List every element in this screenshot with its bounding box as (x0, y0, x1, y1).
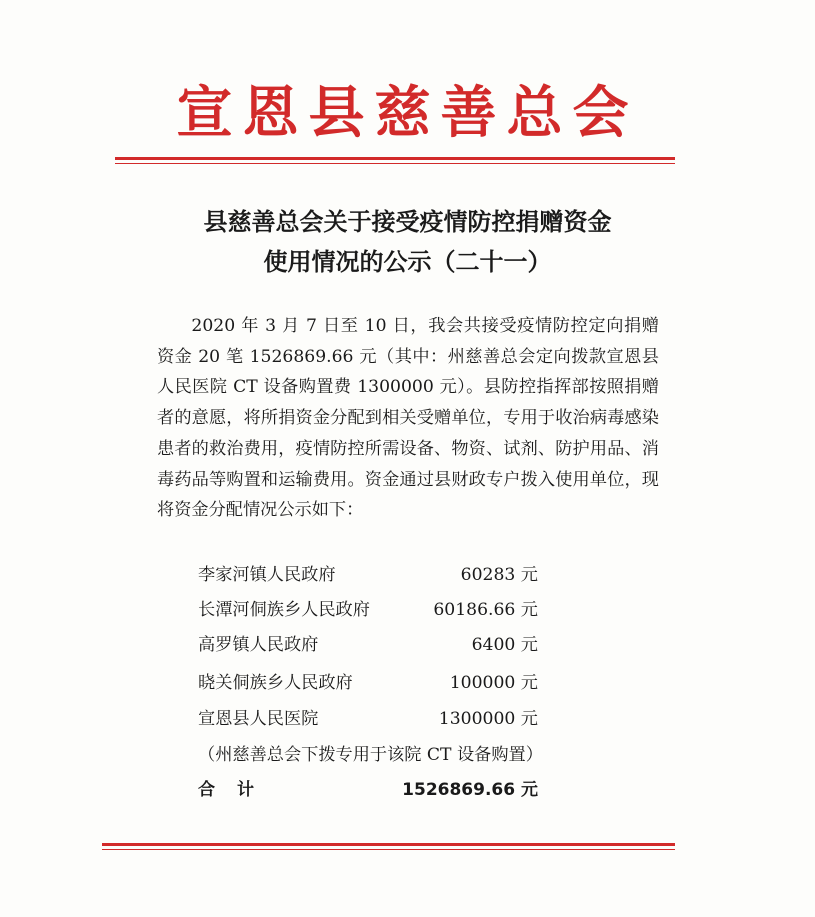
allocation-row (198, 560, 538, 590)
total-row (198, 775, 538, 805)
allocation-name: 晓关侗族乡人民政府 (198, 673, 353, 693)
allocation-name: 高罗镇人民政府 (198, 635, 319, 655)
allocation-amount: 1300000 元 (438, 709, 538, 729)
allocation-row (198, 630, 538, 660)
allocation-row (198, 595, 538, 625)
header-rule-thin (115, 163, 675, 164)
allocation-row (198, 668, 538, 698)
allocation-amount: 100000 元 (449, 673, 538, 693)
allocation-name: 长潭河侗族乡人民政府 (198, 600, 370, 620)
masthead-title: 宣恩县慈善总会 (176, 80, 639, 146)
total-amount: 1526869.66 元 (402, 780, 538, 800)
notice-paragraph: 2020 年 3 月 7 日至 10 日，我会共接受疫情防控定向捐赠资金 20 笔 1526869.66 元（其中：州慈善总会定向拨款宣恩县人民医院 CT 设备购置费 1300000 元）。县防控指挥部按照捐赠者的意愿，将所捐资金分配到相关受赠单位，专用于收治病毒感染患者的救治费用，疫情防控所需设备、物资、试剂、防护用品、消毒药品等购置和运输费用。资金通过县财政专户拨入使用单位，现将资金分配情况公示如下： (157, 316, 659, 521)
footer-rule-thick (102, 843, 675, 846)
allocation-note: （州慈善总会下拨专用于该院 CT 设备购置） (198, 745, 543, 765)
footer-rule-thin (102, 849, 675, 850)
allocation-name: 宣恩县人民医院 (198, 709, 319, 729)
allocation-amount: 6400 元 (471, 635, 538, 655)
notice-title-line-1: 县慈善总会关于接受疫情防控捐赠资金 (203, 208, 612, 236)
allocation-name: 李家河镇人民政府 (198, 565, 336, 585)
allocation-row (198, 704, 538, 734)
allocation-amount: 60186.66 元 (433, 600, 538, 620)
total-label: 合计 (198, 780, 276, 800)
notice-body (157, 311, 659, 526)
allocation-amount: 60283 元 (460, 565, 538, 585)
header-rule-thick (115, 157, 675, 160)
notice-title-line-2: 使用情况的公示（二十一） (263, 248, 552, 276)
